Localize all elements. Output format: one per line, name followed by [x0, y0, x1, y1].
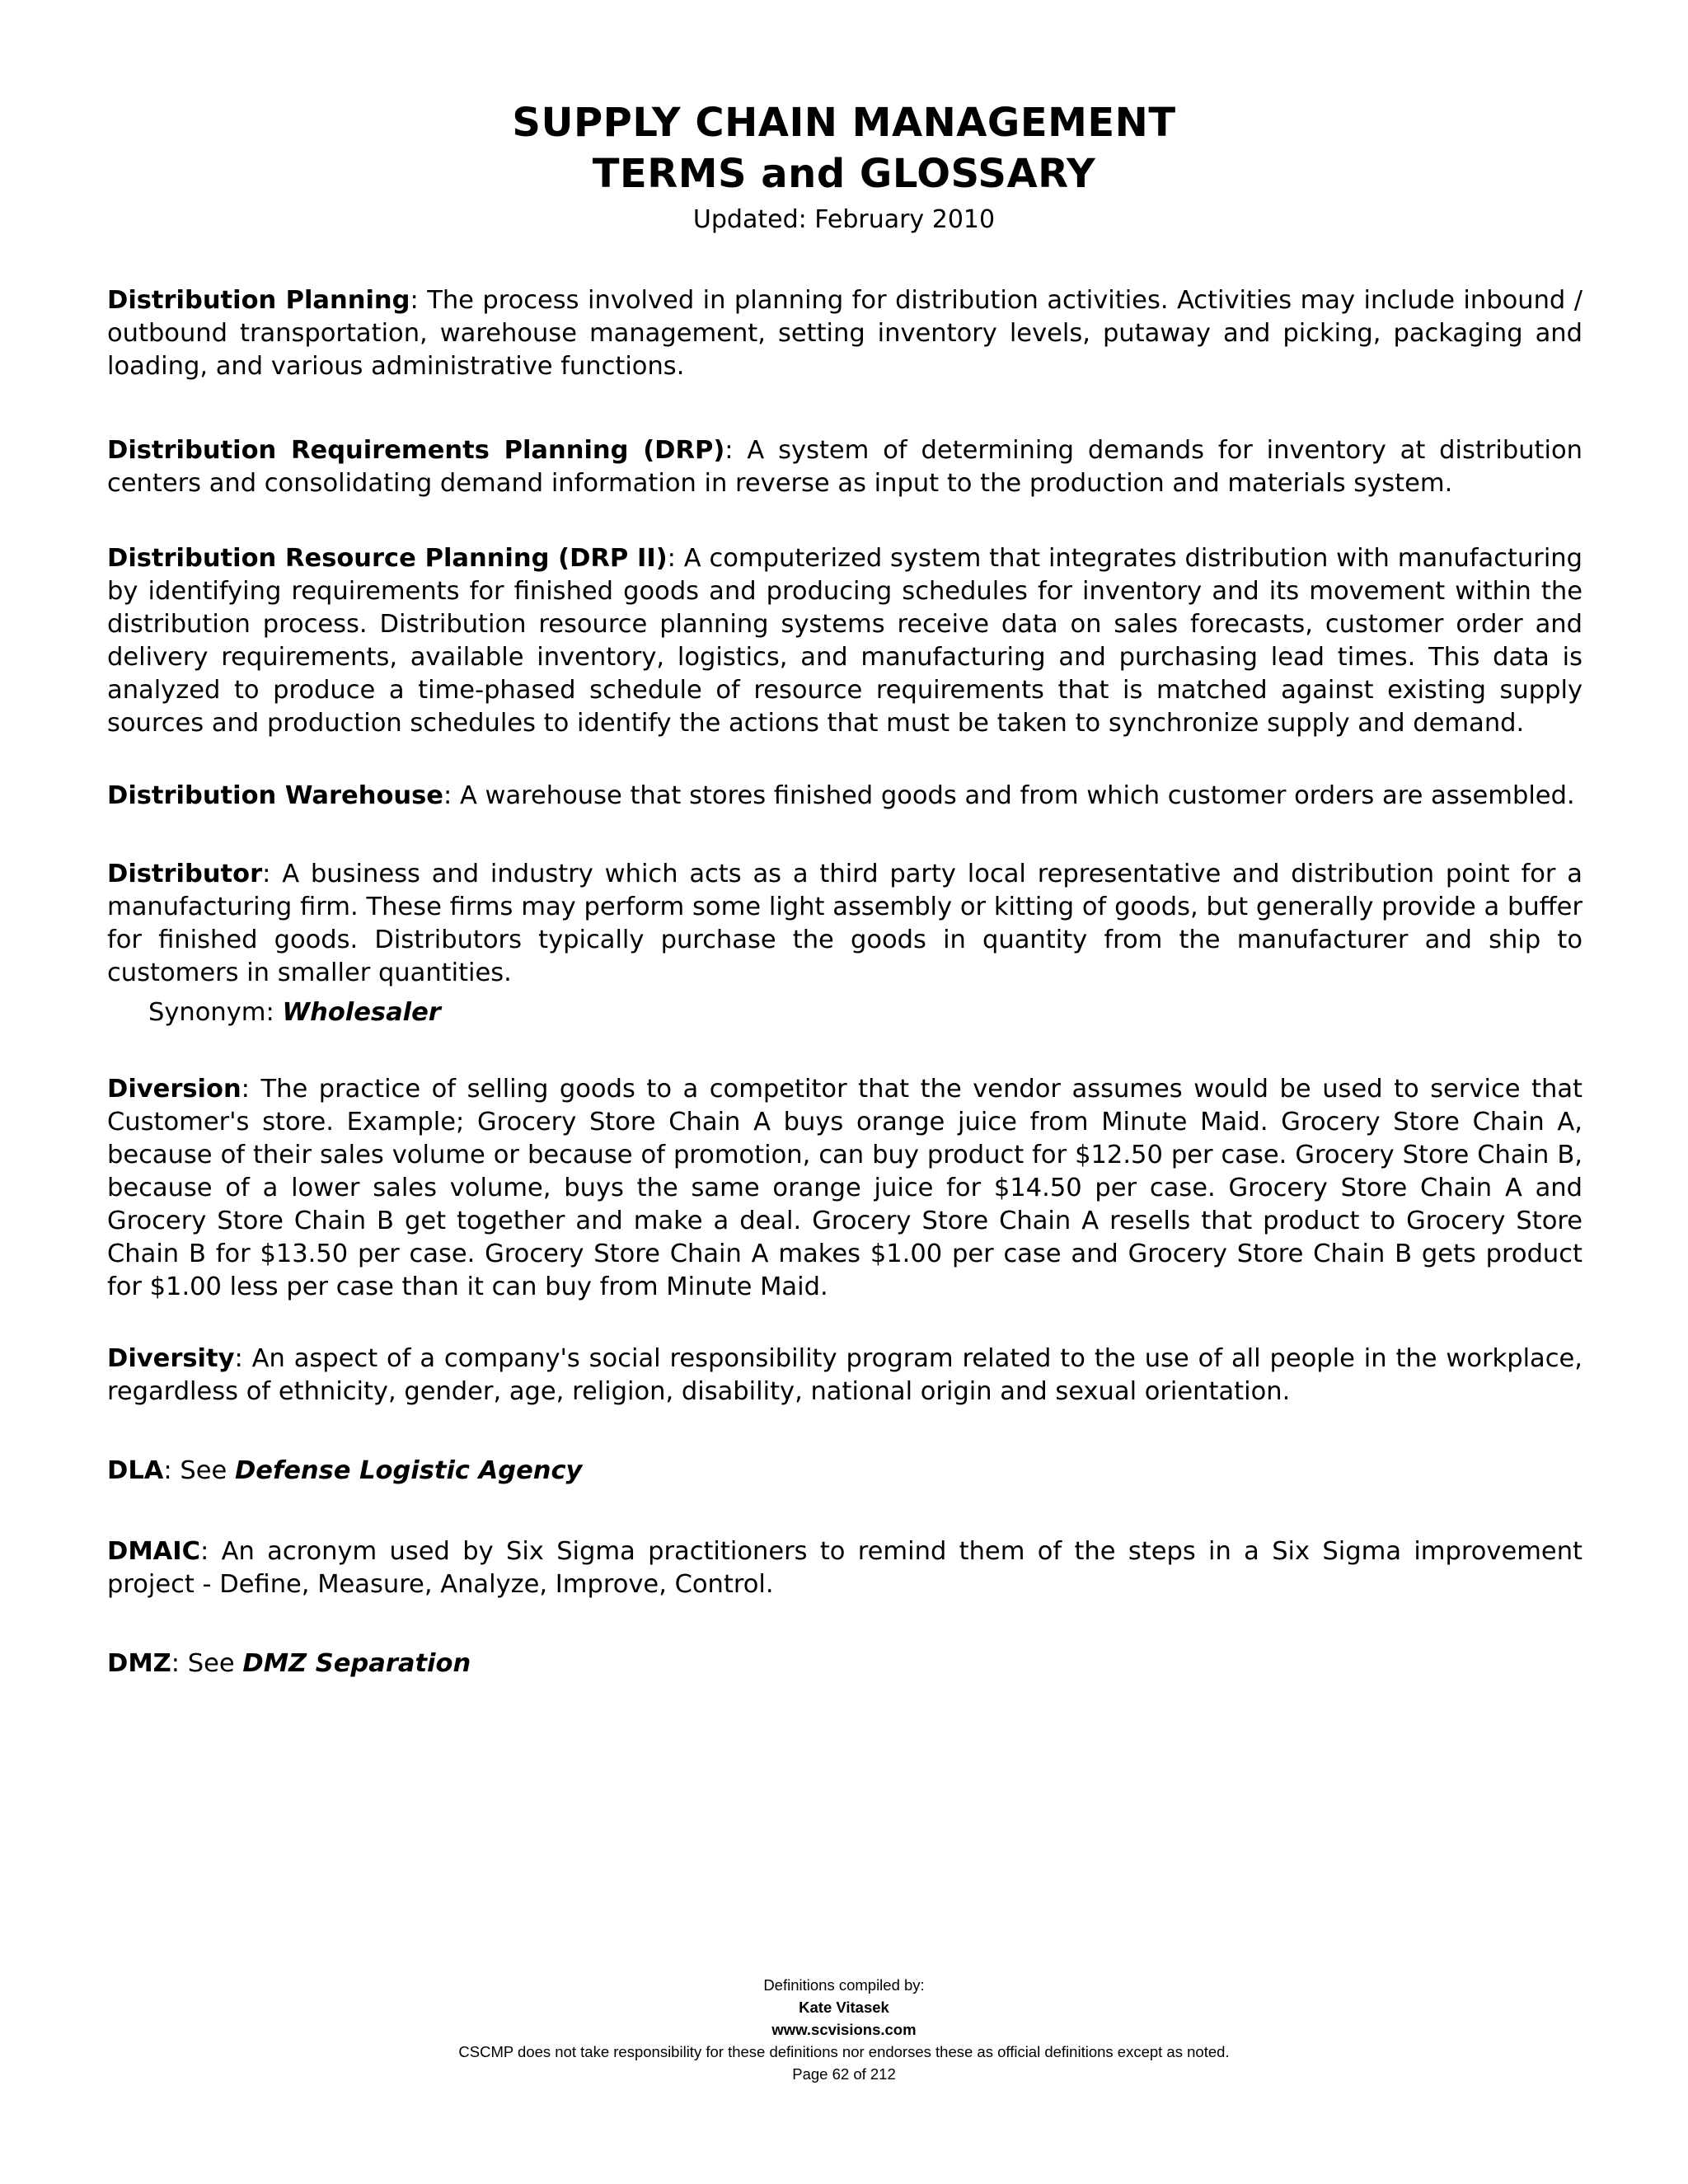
- entry-definition: The practice of selling goods to a competitor that the vendor assumes would be used to service that Customer's store. Example; Grocery Store Chain A buys orange juice from Minute Maid. Grocery Store Chain A, because of their sales volume or because of promotion, can buy product for $12.50 per case. Grocery Store Chain B, because of a lower sales volume, buys the same orange juice for $14.50 per case. Grocery Store Chain A and Grocery Store Chain B get together and make a deal. Grocery Store Chain A resells that product to Grocery Store Chain B for $13.50 per case. Grocery Store Chain A makes $1.00 per case and Grocery Store Chain B gets product for $1.00 less per case than it can buy from Minute Maid.: [107, 1075, 1582, 1301]
- entry-definition: A system of determining demands for inventory at distribution centers and consolidating demand information in reverse as input to the production and materials system.: [107, 436, 1582, 498]
- footer-website: www.scvisions.com: [771, 2021, 917, 2038]
- page-footer: [0, 1974, 1688, 2085]
- cross-reference-link: DMZ Separation: [242, 1649, 471, 1678]
- entry-separator: :: [171, 1649, 188, 1678]
- entry-separator: :: [163, 1456, 181, 1485]
- entry-term: Distribution Resource Planning (DRP II): [107, 544, 668, 573]
- glossary-entry-drp-ii: [107, 542, 1582, 740]
- glossary-entry-distributor: [107, 858, 1582, 1029]
- entry-definition: The process involved in planning for distribution activities. Activities may include inbound / outbound transportation, warehouse management, setting inventory levels, putaway and picking, packaging and loading, and various administrative functions.: [107, 286, 1582, 381]
- page-title-line-1: SUPPLY CHAIN MANAGEMENT: [512, 100, 1176, 146]
- entry-definition: A computerized system that integrates distribution with manufacturing by identifying requirements for finished goods and producing schedules for inventory and its movement within the distribution process. Distribution resource planning systems receive data on sales forecasts, customer order and delivery requirements, available inventory, logistics, and manufacturing and purchasing lead times. This data is analyzed to produce a time-phased schedule of resource requirements that is matched against existing supply sources and production schedules to identify the actions that must be taken to synchronize supply and demand.: [107, 544, 1582, 738]
- entry-separator: :: [667, 544, 684, 573]
- footer-author: Kate Vitasek: [799, 1999, 889, 2016]
- entry-term: Distribution Planning: [107, 286, 410, 315]
- page-title-line-2: TERMS and GLOSSARY: [592, 151, 1096, 197]
- synonym-line: [107, 996, 1582, 1029]
- glossary-content: [107, 284, 1582, 1680]
- entry-definition: A warehouse that stores finished goods and from which customer orders are assembled.: [459, 781, 1575, 810]
- cross-reference-link: Defense Logistic Agency: [234, 1456, 583, 1485]
- glossary-entry-dmz: [107, 1647, 1582, 1680]
- entry-separator: :: [241, 1075, 261, 1104]
- synonym-term: Wholesaler: [282, 998, 441, 1027]
- glossary-entry-dmaic: [107, 1535, 1582, 1601]
- glossary-entry-diversion: [107, 1073, 1582, 1304]
- glossary-entry-drp: [107, 434, 1582, 500]
- entry-body: [107, 858, 1582, 990]
- page-header: [0, 97, 1688, 239]
- entry-term: DMZ: [107, 1649, 171, 1678]
- entry-term: DMAIC: [107, 1537, 201, 1566]
- entry-separator: :: [200, 1537, 222, 1566]
- entry-separator: :: [724, 436, 748, 465]
- entry-term: Diversion: [107, 1075, 241, 1104]
- entry-term: Diversity: [107, 1344, 235, 1373]
- entry-definition: A business and industry which acts as a third party local representative and distribution point for a manufacturing firm. These firms may perform some light assembly or kitting of goods, but generally provide a buffer for finished goods. Distributors typically purchase the goods in quantity from the manufacturer and ship to customers in smaller quantities.: [107, 860, 1582, 987]
- glossary-entry-diversity: [107, 1343, 1582, 1408]
- entry-separator: :: [410, 286, 428, 315]
- entry-term: Distributor: [107, 860, 263, 888]
- entry-separator: :: [262, 860, 283, 888]
- entry-term: DLA: [107, 1456, 164, 1485]
- glossary-entry-dla: [107, 1455, 1582, 1488]
- synonym-label: Synonym:: [148, 998, 283, 1027]
- glossary-entry-distribution-planning: [107, 284, 1582, 383]
- updated-date: Updated: February 2010: [692, 205, 996, 234]
- glossary-entry-distribution-warehouse: [107, 780, 1582, 813]
- page-number: Page 62 of 212: [792, 2065, 896, 2083]
- entry-definition: An acronym used by Six Sigma practitioners to remind them of the steps in a Six Sigma improvement project - Define, Measure, Analyze, Improve, Control.: [107, 1537, 1582, 1599]
- entry-definition: See: [187, 1649, 243, 1678]
- entry-definition: See: [180, 1456, 235, 1485]
- entry-term: Distribution Requirements Planning (DRP): [107, 436, 725, 465]
- entry-separator: :: [234, 1344, 252, 1373]
- entry-term: Distribution Warehouse: [107, 781, 443, 810]
- footer-compiled-by: Definitions compiled by:: [763, 1976, 925, 1994]
- entry-definition: An aspect of a company's social responsibility program related to the use of all people in the workplace, regardless of ethnicity, gender, age, religion, disability, national origin and sexual orientation.: [107, 1344, 1582, 1406]
- entry-separator: :: [443, 781, 460, 810]
- footer-disclaimer: CSCMP does not take responsibility for these definitions nor endorses these as official definitions except as noted.: [458, 2043, 1230, 2060]
